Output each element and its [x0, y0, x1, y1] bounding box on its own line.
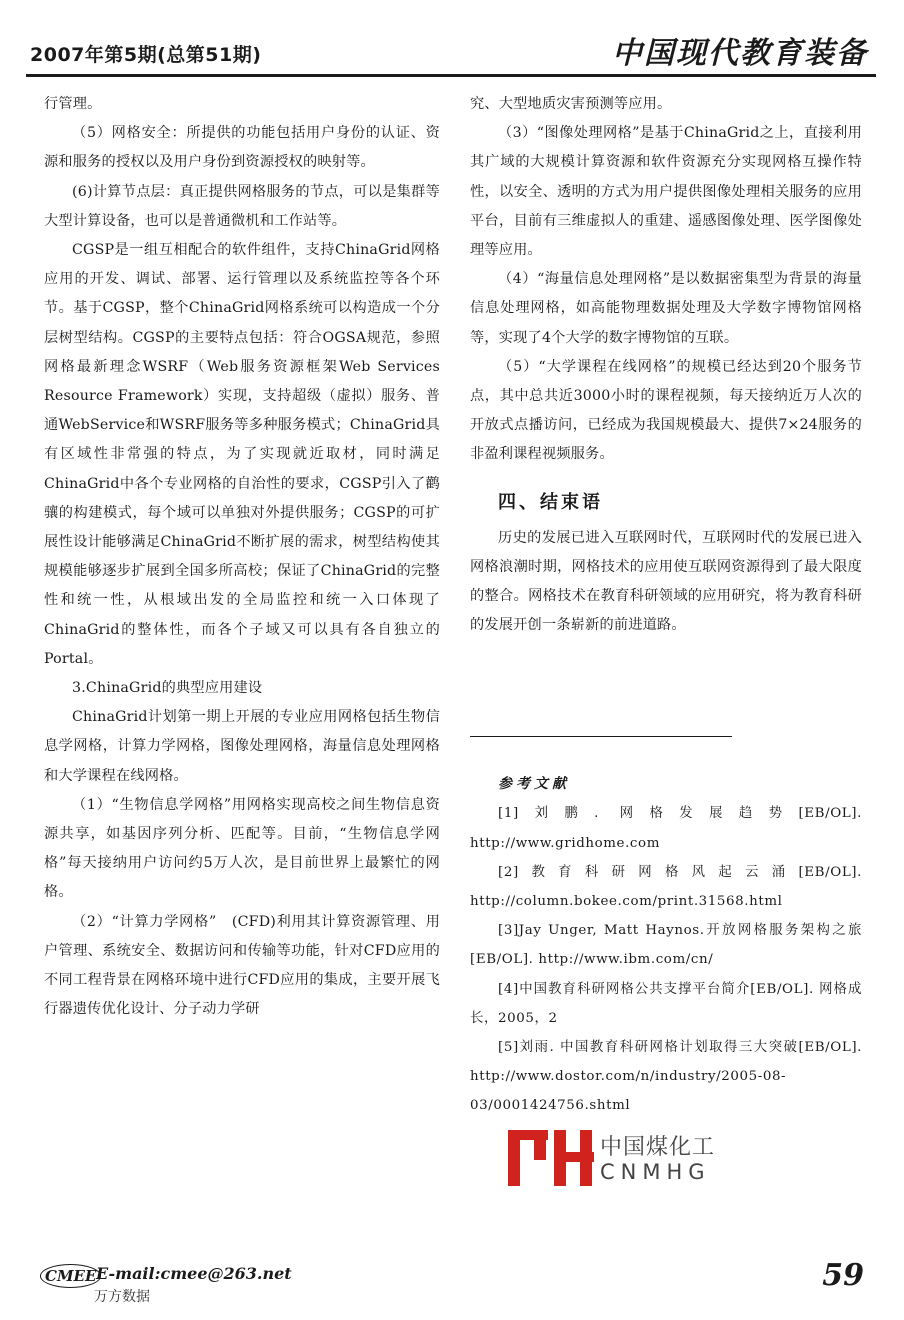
conclusion-paragraph: 历史的发展已进入互联网时代，互联网时代的发展已进入网格浪潮时期，网格技术的应用使互联网资源得到了最大限度的整合。网格技术在教育科研领域的应用研究，将为教育科研的发展开创一条崭新的前进道路。	[470, 529, 862, 634]
footer	[40, 1262, 300, 1312]
left-paragraph: （1）“生物信息学网格”用网格实现高校之间生物信息资源共享，如基因序列分析、匹配等。目前，“生物信息学网格”每天接纳用户访问约5万人次，是目前世界上最繁忙的网格。	[44, 796, 440, 901]
left-paragraph: （5）网格安全：所提供的功能包括用户身份的认证、资源和服务的授权以及用户身份到资源授权的映射等。	[44, 125, 440, 171]
reference-item: [4]中国教育科研网格公共支撑平台简介[EB/OL]. 网格成长，2005，2	[470, 981, 862, 1026]
right-paragraph: （5）“大学课程在线网格”的规模已经达到20个服务节点，其中总共近3000小时的课程视频，每天接纳近万人次的开放式点播访问，已经成为我国规模最大、提供7×24服务的非盈利课程视频服务。	[470, 358, 862, 463]
left-paragraph: 行管理。	[44, 96, 102, 112]
section-heading: 四、结束语	[498, 491, 603, 513]
references-title: 参考文献	[498, 776, 570, 793]
page-number: 59	[822, 1258, 864, 1293]
reference-item: [1]刘鹏. 网格发展趋势[EB/OL]. http://www.gridhome.com	[470, 806, 862, 851]
issue-info: 2007年第5期(总第51期)	[30, 44, 262, 66]
journal-title: 中国现代教育装备	[612, 36, 868, 71]
right-paragraph: 究、大型地质灾害预测等应用。	[470, 96, 672, 112]
right-paragraph: （3）“图像处理网格”是基于ChinaGrid之上，直接利用其广域的大规模计算资源和软件资源充分实现网格互操作特性，以安全、透明的方式为用户提供图像处理相关服务的应用平台，目前有三维虚拟人的重建、遥感图像处理、医学图像处理等应用。	[470, 125, 862, 259]
left-column	[44, 90, 440, 1025]
reference-item: [5]刘雨. 中国教育科研网格计划取得三大突破[EB/OL]. http://www.dostor.com/n/industry/2005-08-03/0001424756.shtml	[470, 1040, 862, 1114]
logo-mark-icon	[508, 1128, 594, 1188]
watermark-logo	[508, 1128, 728, 1192]
header-divider	[26, 74, 876, 77]
left-subheading: 3.ChinaGrid的典型应用建设	[72, 680, 263, 697]
left-paragraph: ChinaGrid计划第一期上开展的专业应用网格包括生物信息学网格，计算力学网格，图像处理网格，海量信息处理网格和大学课程在线网格。	[44, 709, 440, 784]
logo-chinese-text: 中国煤化工	[600, 1135, 716, 1160]
cmee-badge: CMEE	[40, 1264, 101, 1288]
footer-email: E-mail:cmee@263.net	[96, 1264, 292, 1283]
reference-item: [2]教育科研网格风起云涌[EB/OL]. http://column.bokee.com/print.31568.html	[470, 864, 862, 910]
left-paragraph: CGSP是一组互相配合的软件组件，支持ChinaGrid网格应用的开发、调试、部署、运行管理以及系统监控等各个环节。基于CGSP，整个ChinaGrid网格系统可以构造成一个分层树型结构。CGSP的主要特点包括：符合OGSA规范，参照网格最新理念WSRF（Web服务资源框架Web Services Resource Framework）实现，支持超级（虚拟）服务、普通WebService和WSRF服务等多种服务模式；ChinaGrid具有区域性非常强的特点，为了实现就近取材，同时满足ChinaGrid中各个专业网格的自治性的要求，CGSP引入了鹳骧的构建模式，每个域可以单独对外提供服务；CGSP的可扩展性设计能够满足ChinaGrid不断扩展的需求，树型结构使其规模能够逐步扩展到全国多所高校；保证了ChinaGrid的完整性和统一性，从根域出发的全局监控和统一入口体现了ChinaGrid的整体性，而各个子域又可以具有各自独立的Portal。	[44, 242, 440, 667]
right-paragraph: （4）“海量信息处理网格”是以数据密集型为背景的海量信息处理网格，如高能物理数据处理及大学数字博物馆网格等，实现了4个大学的数字博物馆的互联。	[470, 271, 862, 346]
logo-english-text: CNMHG	[600, 1160, 711, 1184]
left-paragraph: (6)计算节点层：真正提供网格服务的节点，可以是集群等大型计算设备，也可以是普通微机和工作站等。	[44, 183, 440, 229]
footer-watermark: 万方数据	[94, 1289, 150, 1305]
references-divider	[470, 736, 732, 737]
reference-item: [3]Jay Unger, Matt Haynos.开放网格服务架构之旅[EB/OL]. http://www.ibm.com/cn/	[470, 923, 862, 968]
left-paragraph: （2）“计算力学网格” (CFD)利用其计算资源管理、用户管理、系统安全、数据访问和传输等功能，针对CFD应用的不同工程背景在网格环境中进行CFD应用的集成，主要开展飞行器遗传优化设计、分子动力学研	[44, 913, 440, 1018]
right-column	[470, 90, 862, 1121]
